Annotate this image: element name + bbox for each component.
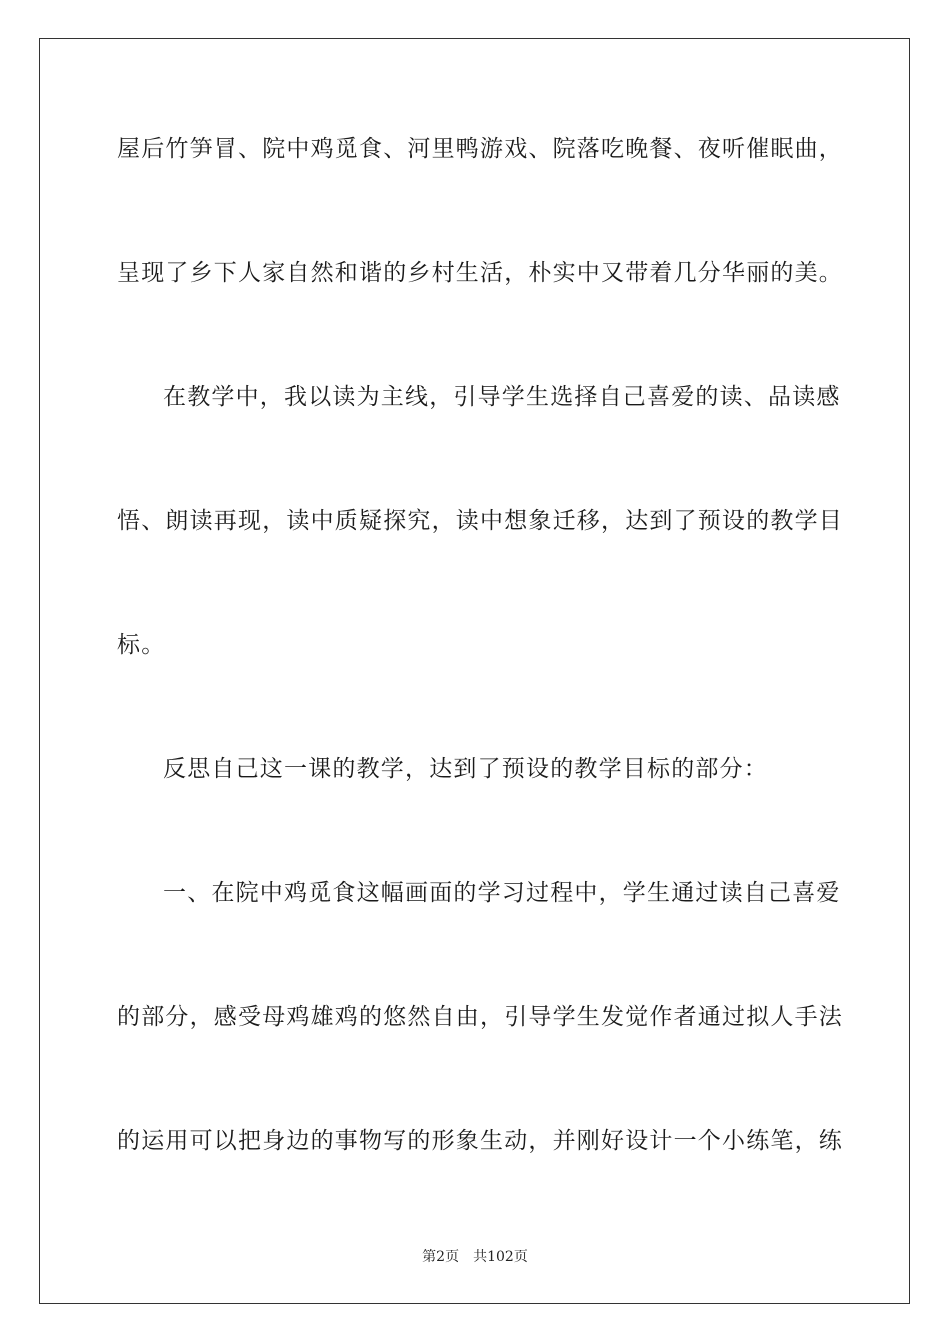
paragraph-line: 呈现了乡下人家自然和谐的乡村生活，朴实中又带着几分华丽的美。	[117, 260, 843, 286]
paragraph-line: 屋后竹笋冒、院中鸡觅食、河里鸭游戏、院落吃晚餐、夜听催眠曲，	[117, 136, 843, 162]
paragraph-line: 在教学中，我以读为主线，引导学生选择自己喜爱的读、品读感	[163, 384, 841, 410]
paragraph-line: 的运用可以把身边的事物写的形象生动，并刚好设计一个小练笔，练	[117, 1128, 843, 1154]
page-border	[39, 38, 910, 1304]
paragraph-line: 标。	[117, 632, 166, 658]
paragraph-line: 的部分，感受母鸡雄鸡的悠然自由，引导学生发觉作者通过拟人手法	[117, 1004, 843, 1030]
page-total: 共102页	[473, 1249, 528, 1265]
paragraph-line: 悟、朗读再现，读中质疑探究，读中想象迁移，达到了预设的教学目	[117, 508, 843, 534]
paragraph-line: 一、在院中鸡觅食这幅画面的学习过程中，学生通过读自己喜爱	[163, 880, 841, 906]
page-number: 第2页	[422, 1249, 460, 1265]
page-footer	[0, 1248, 950, 1266]
paragraph-line: 反思自己这一课的教学，达到了预设的教学目标的部分：	[163, 756, 768, 782]
